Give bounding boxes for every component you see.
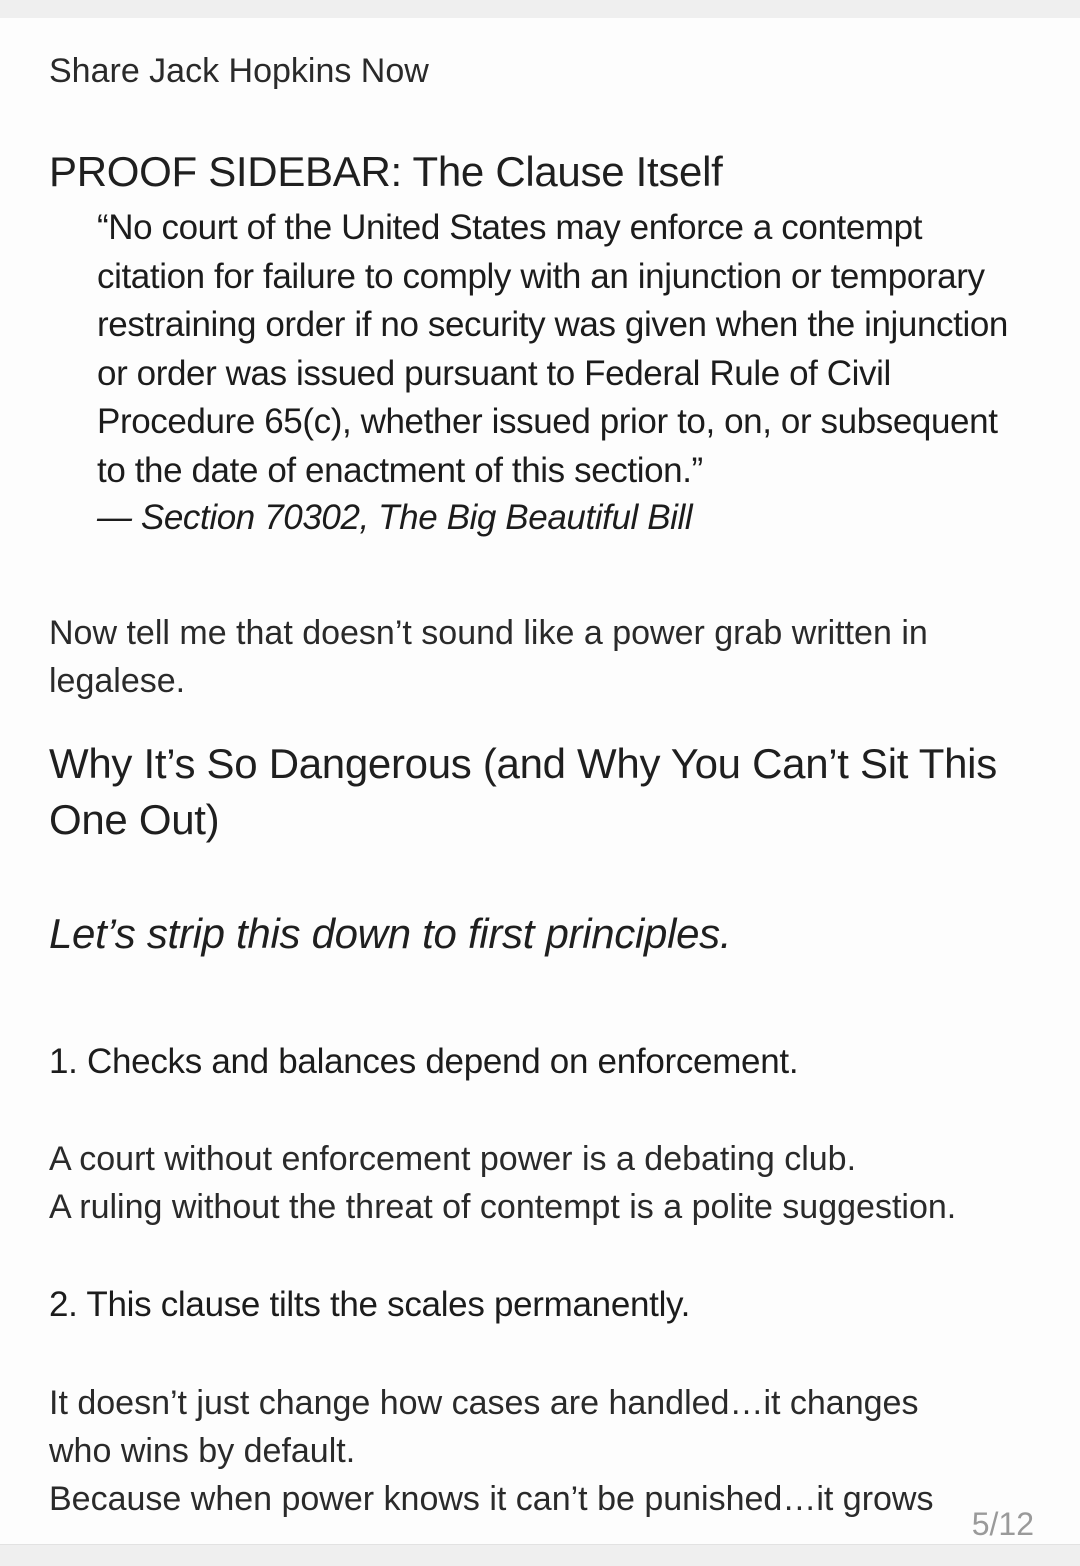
section-heading: Why It’s So Dangerous (and Why You Can’t Sit This One Out)	[49, 740, 997, 843]
bottom-edge	[0, 1544, 1080, 1566]
quote-source: — Section 70302, The Big Beautiful Bill	[97, 498, 693, 537]
point-1-line-2: A ruling without the threat of contempt is a polite suggestion.	[49, 1188, 957, 1226]
point-2-body	[49, 1379, 989, 1523]
document-page[interactable]	[0, 18, 1080, 1544]
reaction-paragraph: Now tell me that doesn’t sound like a power grab written in legalese.	[49, 614, 928, 700]
point-2-heading: 2. This clause tilts the scales permanently.	[49, 1285, 691, 1324]
point-2-text-2: Because when power knows it can’t be punished…it grows	[49, 1480, 934, 1518]
clause-quote: “No court of the United States may enforce a contempt citation for failure to comply with an injunction or temporary restraining order if no security was given when the injunction or order was issued pursuant to Federal Rule of Civil Procedure 65(c), whether issued prior to, on, or subsequent to the date of enactment of this section.”	[97, 208, 1008, 490]
top-edge	[0, 0, 1080, 19]
point-1-line-1: A court without enforcement power is a debating club.	[49, 1140, 857, 1178]
emphasis-heading: Let’s strip this down to first principles.	[49, 910, 732, 957]
sidebar-title: PROOF SIDEBAR: The Clause Itself	[49, 148, 723, 195]
page-counter: 5/12	[971, 1506, 1034, 1542]
share-link[interactable]: Share Jack Hopkins Now	[49, 52, 429, 90]
point-1-heading: 1. Checks and balances depend on enforcement.	[49, 1042, 799, 1081]
point-2-text-1: It doesn’t just change how cases are handled…it changes who wins by default.	[49, 1384, 919, 1470]
point-1-body	[49, 1135, 1039, 1231]
